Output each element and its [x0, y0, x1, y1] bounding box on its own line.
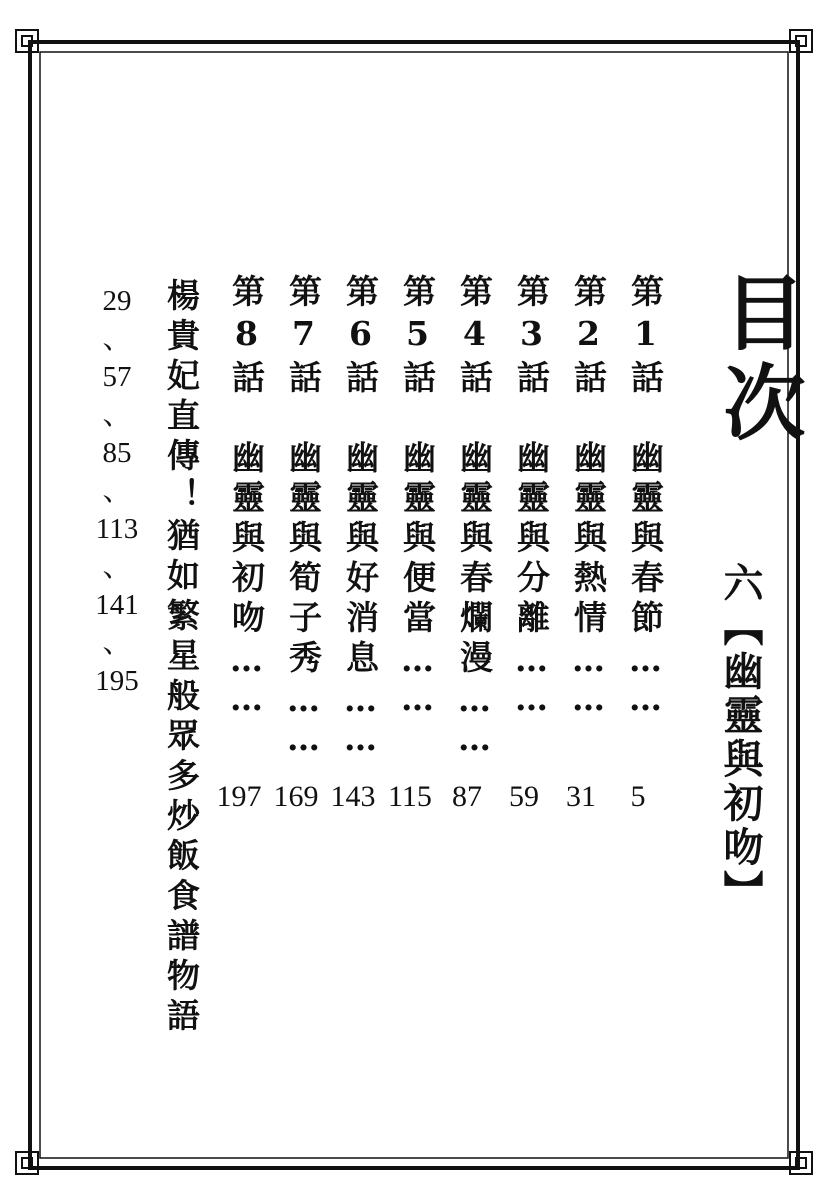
toc-entry-chapter-2[interactable]: [565, 274, 612, 814]
extra-page-number: 57: [102, 361, 132, 393]
chapter-title: 幽靈與初吻: [227, 440, 266, 640]
chapter-title: 幽靈與春爛漫: [455, 440, 494, 680]
chapter-title: 幽靈與分離: [512, 440, 551, 640]
chapter-title: 幽靈與便當: [398, 440, 437, 640]
toc-entry-chapter-6[interactable]: [337, 274, 384, 814]
toc-entry-chapter-5[interactable]: [394, 274, 441, 814]
dot-leader: ……: [512, 640, 551, 718]
chapter-page-number: 87: [452, 780, 482, 813]
extra-page-number: 29: [102, 285, 132, 317]
volume-title: 六【幽靈與初吻】: [717, 562, 764, 914]
extra-page-number: 85: [102, 437, 132, 469]
dot-leader: ……: [626, 640, 665, 718]
page-title: 目次: [710, 270, 806, 450]
chapter-number: 第7話: [284, 274, 323, 400]
dot-leader: ……: [455, 680, 494, 758]
toc-entry-chapter-3[interactable]: [508, 274, 555, 814]
chapter-number: 第2話: [569, 274, 608, 400]
dot-leader: ……: [227, 640, 266, 718]
corner-ornament-bottom-left: [16, 1152, 38, 1174]
extra-page-list: [92, 282, 142, 700]
extra-page-number: 141: [95, 589, 139, 621]
chapter-page-number: 169: [273, 780, 319, 813]
chapter-title: 幽靈與筍子秀: [284, 440, 323, 680]
chapter-page-number: 143: [330, 780, 376, 813]
chapter-number: 第6話: [341, 274, 380, 400]
separator: 、: [102, 551, 132, 583]
extra-page-number: 195: [95, 665, 139, 697]
dot-leader: ……: [284, 680, 323, 758]
extra-page-number: 113: [95, 513, 139, 545]
toc-entry-chapter-4[interactable]: [451, 274, 498, 814]
chapter-page-number: 31: [566, 780, 596, 813]
corner-ornament-bottom-right: [790, 1152, 812, 1174]
chapter-page-number: 197: [216, 780, 262, 813]
chapter-page-number: 59: [509, 780, 539, 813]
chapter-title: 幽靈與好消息: [341, 440, 380, 680]
dot-leader: ……: [341, 680, 380, 758]
toc-entry-chapter-7[interactable]: [280, 274, 327, 814]
chapter-page-number: 115: [388, 780, 432, 813]
dot-leader: ……: [398, 640, 437, 718]
chapter-number: 第8話: [227, 274, 266, 400]
separator: 、: [102, 399, 132, 431]
chapter-title: 幽靈與熱情: [569, 440, 608, 640]
toc-entry-chapter-1[interactable]: [622, 274, 669, 814]
chapter-title: 幽靈與春節: [626, 440, 665, 640]
separator: 、: [102, 627, 132, 659]
chapter-number: 第3話: [512, 274, 551, 400]
dot-leader: ……: [569, 640, 608, 718]
chapter-page-number: 5: [630, 780, 646, 813]
chapter-number: 第4話: [455, 274, 494, 400]
toc-entry-chapter-8[interactable]: [223, 274, 270, 814]
chapter-number: 第5話: [398, 274, 437, 400]
separator: 、: [102, 475, 132, 507]
chapter-number: 第1話: [626, 274, 665, 400]
separator: 、: [102, 323, 132, 355]
toc-entry-extra-title[interactable]: 楊貴妃直傳！猶如繁星般眾多炒飯食譜物語: [162, 278, 201, 1038]
